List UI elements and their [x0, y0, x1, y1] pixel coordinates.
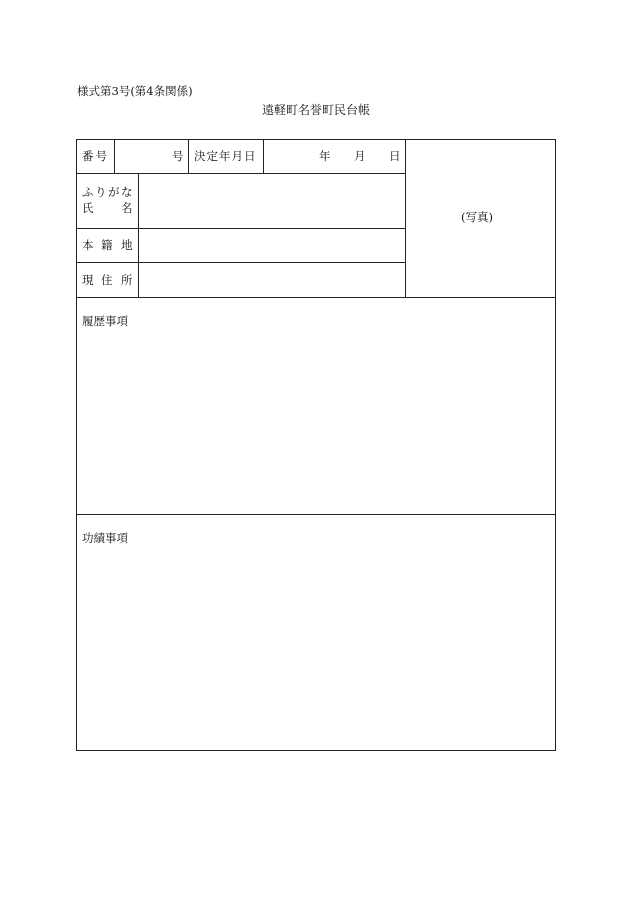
achievements-label: 功績事項 [82, 531, 128, 545]
name-label-2: 名 [121, 201, 133, 215]
photo-divider [405, 139, 406, 297]
photo-label: (写真) [461, 210, 493, 224]
furigana-label: ふりがな [82, 185, 134, 199]
row-divider-1 [76, 173, 406, 174]
domicile-label-2: 籍 [101, 238, 113, 252]
day-label: 日 [389, 149, 401, 163]
decision-date-label: 決定年月日 [194, 149, 257, 163]
year-label: 年 [319, 149, 331, 163]
label-col-divider-row1 [114, 139, 115, 173]
row-divider-3 [76, 262, 406, 263]
history-label: 履歴事項 [82, 314, 128, 328]
form-number: 様式第3号(第4条関係) [77, 84, 193, 98]
address-label-1: 現 [82, 273, 94, 287]
registry-table [76, 139, 556, 751]
domicile-label-1: 本 [82, 238, 94, 252]
number-suffix: 号 [172, 149, 184, 163]
table-border [76, 139, 556, 751]
address-label-2: 住 [101, 273, 113, 287]
label-col-divider [138, 173, 139, 297]
form-title: 遠軽町名誉町民台帳 [262, 103, 371, 117]
date-col-divider [263, 139, 264, 173]
number-label: 番号 [82, 149, 109, 163]
address-label-3: 所 [121, 273, 133, 287]
row-divider-2 [76, 228, 406, 229]
month-label: 月 [354, 149, 366, 163]
domicile-label-3: 地 [121, 238, 133, 252]
suffix-col-divider [188, 139, 189, 173]
name-label-1: 氏 [82, 201, 94, 215]
section-divider-achievements [76, 514, 556, 515]
section-divider-history [76, 297, 556, 298]
